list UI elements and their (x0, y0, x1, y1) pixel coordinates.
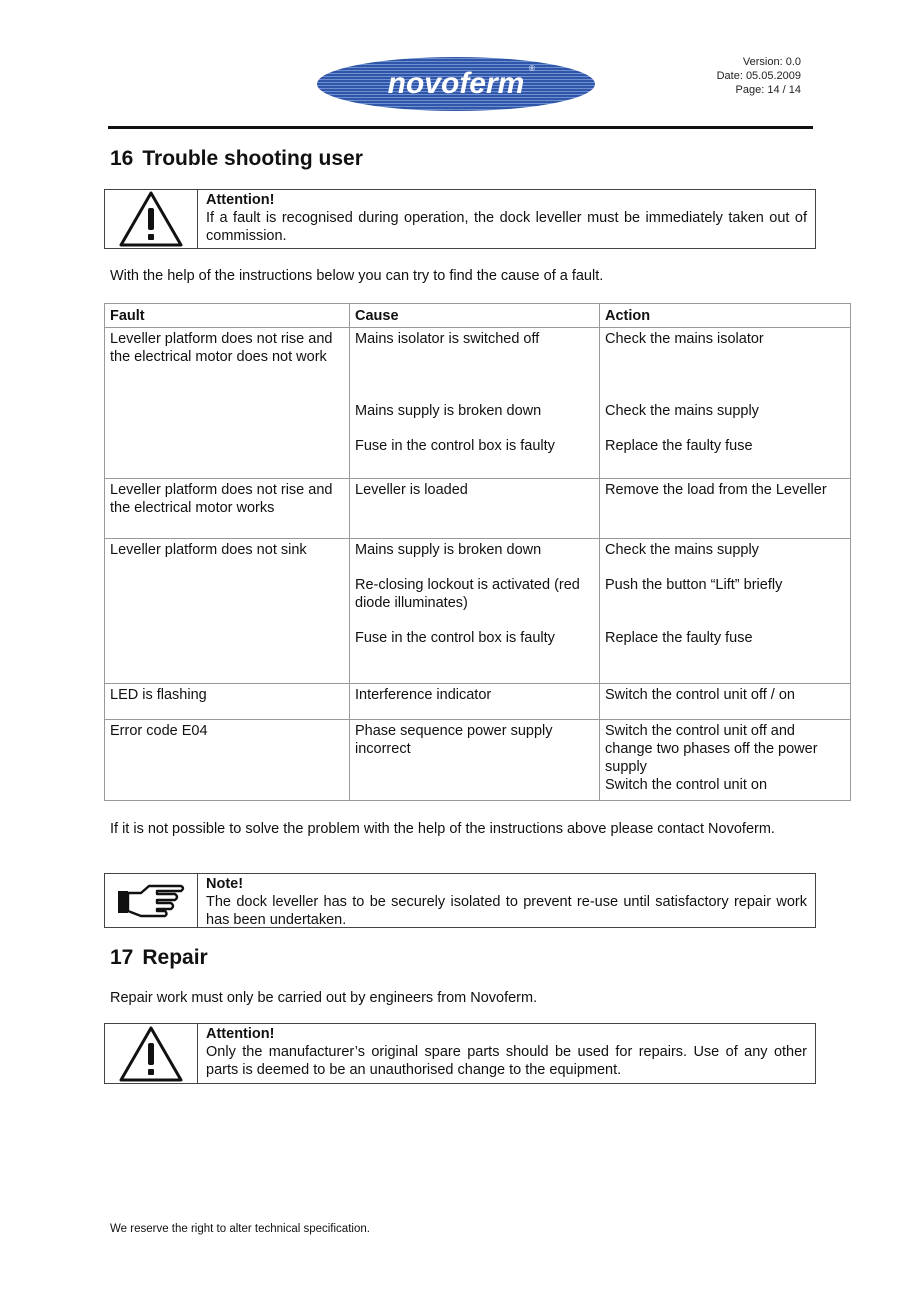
cause-item: Re-closing lockout is activated (red diode illuminates) (355, 577, 580, 611)
cause-item: Mains supply is broken down (355, 403, 542, 419)
section-title: Repair (142, 946, 208, 969)
repair-attention-box (104, 1023, 816, 1084)
contact-text: If it is not possible to solve the problem with the help of the instructions above please contact Novoferm. (110, 821, 775, 837)
fault-cell: LED is flashing (105, 684, 350, 720)
cause-cell (350, 328, 600, 479)
cause-cell (350, 684, 600, 720)
column-header-cause: Cause (350, 304, 600, 328)
action-cell (600, 479, 851, 539)
warning-triangle-icon (118, 1025, 184, 1083)
page-label: Page: 14 / 14 (735, 84, 801, 96)
column-header-action: Action (600, 304, 851, 328)
action-cell (600, 720, 851, 801)
footer-disclaimer: We reserve the right to alter technical specification. (110, 1223, 370, 1235)
fault-cell: Leveller platform does not rise and the electrical motor works (105, 479, 350, 539)
document-meta (717, 55, 801, 97)
cause-item: Mains isolator is switched off (355, 331, 540, 347)
attention-box (104, 189, 816, 249)
fault-cell: Leveller platform does not rise and the electrical motor does not work (105, 328, 350, 479)
novoferm-logo (316, 56, 596, 112)
note-text: The dock leveller has to be securely isolated to prevent re-use until satisfactory repair work has been undertaken. (206, 894, 807, 928)
section-number: 17 (110, 946, 134, 969)
table-header-row (105, 304, 851, 328)
cause-cell (350, 539, 600, 684)
attention-text: If a fault is recognised during operation, the dock leveller must be immediately taken out of commission. (206, 210, 807, 244)
version-label: Version: 0.0 (742, 56, 801, 68)
table-row (105, 539, 851, 684)
logo-wordmark: novoferm (387, 67, 525, 100)
note-box (104, 873, 816, 928)
table-row (105, 479, 851, 539)
fault-cell: Leveller platform does not sink (105, 539, 350, 684)
repair-intro-text: Repair work must only be carried out by engineers from Novoferm. (110, 990, 538, 1006)
header-divider (108, 126, 813, 129)
action-item: Switch the control unit off and change two phases off the power supply (605, 723, 818, 775)
section-17-heading (110, 946, 208, 970)
action-item: Push the button “Lift” briefly (605, 577, 783, 593)
intro-text: With the help of the instructions below you can try to find the cause of a fault. (110, 268, 604, 284)
action-item: Check the mains supply (605, 542, 759, 558)
date-label: Date: 05.05.2009 (716, 70, 801, 82)
cause-item: Phase sequence power supply incorrect (355, 723, 553, 757)
table-row (105, 328, 851, 479)
fault-table (104, 303, 851, 801)
action-cell (600, 684, 851, 720)
cause-item: Fuse in the control box is faulty (355, 630, 555, 646)
action-item: Replace the faulty fuse (605, 630, 753, 646)
fault-cell: Error code E04 (105, 720, 350, 801)
attention-title: Attention! (206, 1026, 275, 1042)
note-title: Note! (206, 876, 244, 892)
action-item: Remove the load from the Leveller (605, 482, 827, 498)
section-number: 16 (110, 147, 134, 170)
action-item: Check the mains supply (605, 403, 759, 419)
cause-cell (350, 479, 600, 539)
column-header-fault: Fault (105, 304, 350, 328)
action-item: Replace the faulty fuse (605, 438, 753, 454)
action-item: Switch the control unit off / on (605, 687, 795, 703)
warning-triangle-icon (118, 190, 184, 248)
cause-cell (350, 720, 600, 801)
table-row (105, 720, 851, 801)
action-cell (600, 539, 851, 684)
action-item: Switch the control unit on (605, 777, 768, 793)
svg-text:®: ® (529, 64, 535, 73)
cause-item: Interference indicator (355, 687, 492, 703)
table-row (105, 684, 851, 720)
attention-text: Only the manufacturer’s original spare parts should be used for repairs. Use of any other parts is deemed to be an unauthorised change to the equipment. (206, 1044, 807, 1078)
section-16-heading (110, 147, 363, 171)
section-title: Trouble shooting user (142, 147, 363, 170)
action-item: Check the mains isolator (605, 331, 764, 347)
action-cell (600, 328, 851, 479)
cause-item: Leveller is loaded (355, 482, 468, 498)
cause-item: Fuse in the control box is faulty (355, 438, 555, 454)
attention-title: Attention! (206, 192, 275, 208)
cause-item: Mains supply is broken down (355, 542, 542, 558)
pointing-hand-icon (115, 881, 187, 921)
